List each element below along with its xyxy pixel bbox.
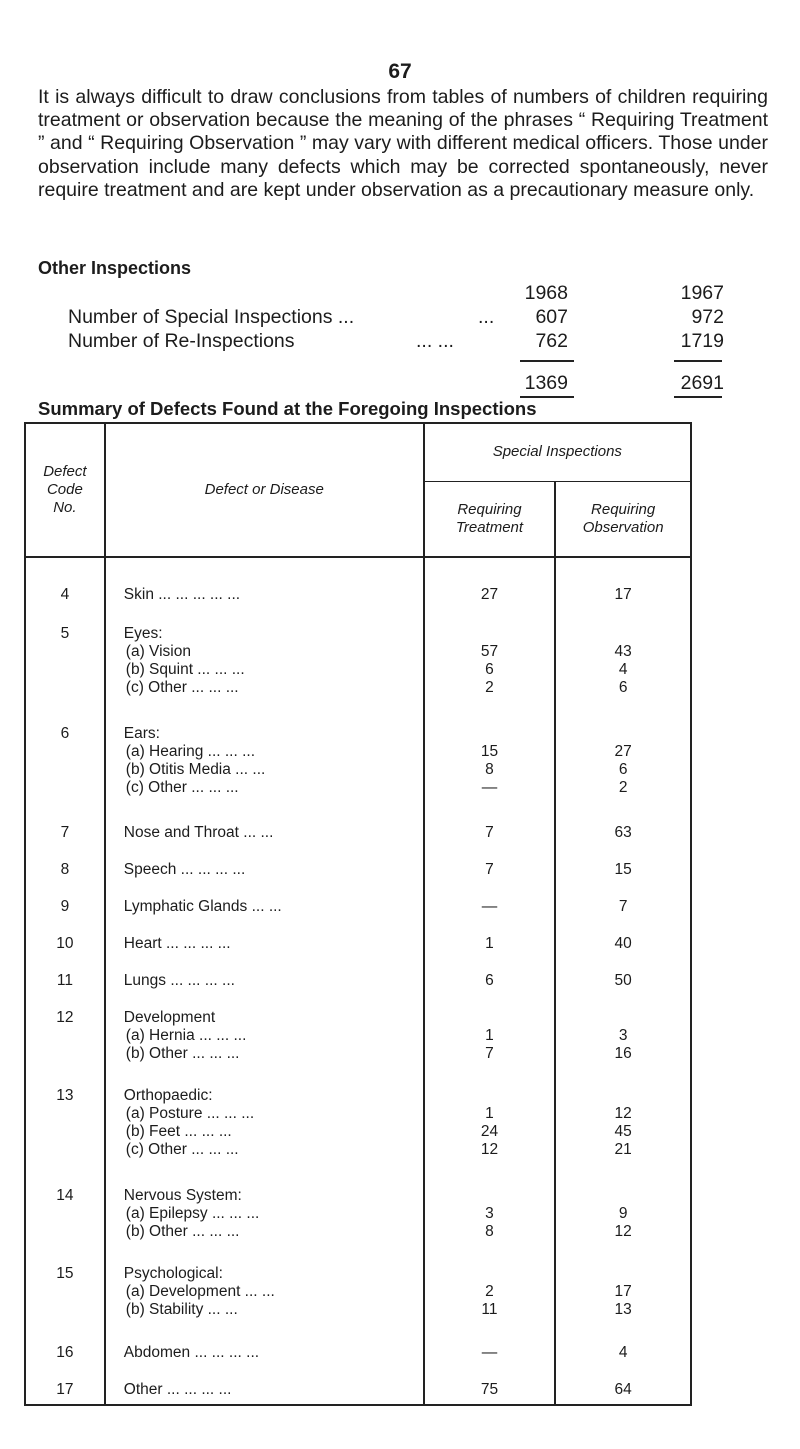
observation-value: 2 <box>618 778 628 796</box>
total-1967: 2691 <box>680 372 724 394</box>
defect-code <box>25 810 105 847</box>
year-1967: 1967 <box>680 282 724 304</box>
defect-code <box>25 1251 105 1330</box>
requiring-treatment-cell <box>424 1251 556 1330</box>
spacer <box>556 625 690 643</box>
defect-title: Psychological: <box>123 1265 223 1283</box>
table-row <box>25 1073 691 1172</box>
defect-name <box>105 995 424 1074</box>
table-row <box>25 611 691 710</box>
requiring-treatment-cell <box>424 611 556 710</box>
spacer <box>425 1087 555 1105</box>
observation-value: 9 <box>618 1204 628 1222</box>
row-dots: ... ... <box>416 330 454 352</box>
defect-title: Lungs ... ... ... ... <box>123 971 235 989</box>
defect-code-value: 15 <box>56 1265 74 1283</box>
spacer <box>556 1265 690 1283</box>
defect-title: Heart ... ... ... ... <box>123 934 231 952</box>
observation-value: 15 <box>614 860 632 878</box>
filler-cell <box>105 1404 424 1405</box>
treatment-value: 7 <box>485 860 494 878</box>
requiring-observation-cell <box>555 611 691 710</box>
spacer <box>556 1187 690 1205</box>
requiring-treatment-cell <box>424 810 556 847</box>
observation-value: 4 <box>618 661 628 679</box>
re-inspections-row <box>68 330 728 354</box>
total-rule-1968 <box>520 360 574 362</box>
observation-value: 13 <box>614 1301 632 1319</box>
defect-code-value: 12 <box>56 1008 74 1026</box>
defect-code-value: 6 <box>60 724 70 742</box>
table-row <box>25 958 691 995</box>
defect-subitem: (a) Epilepsy ... ... ... <box>125 1204 260 1222</box>
defect-name <box>105 958 424 995</box>
page-number: 67 <box>388 60 412 83</box>
defect-code-value: 16 <box>56 1343 74 1361</box>
defect-code <box>25 611 105 710</box>
table-row <box>25 884 691 921</box>
col-treatment-header <box>424 481 556 557</box>
defect-title: Lymphatic Glands ... ... <box>123 897 282 915</box>
defect-name <box>105 810 424 847</box>
table-row <box>25 921 691 958</box>
col-treatment-line: Treatment <box>455 518 524 536</box>
observation-value: 50 <box>614 971 632 989</box>
defect-code <box>25 557 105 611</box>
other-inspections-years <box>68 282 728 306</box>
table-row <box>25 1367 691 1404</box>
requiring-observation-cell <box>555 958 691 995</box>
defect-code-value: 8 <box>60 860 70 878</box>
total-1968: 1369 <box>524 372 568 394</box>
re-inspections-1967: 1719 <box>680 330 724 352</box>
treatment-value: 7 <box>485 1044 494 1062</box>
defect-subitem: (b) Other ... ... ... <box>125 1222 240 1240</box>
defect-code-value: 4 <box>60 586 70 603</box>
requiring-treatment-cell <box>424 847 556 884</box>
requiring-treatment-cell <box>424 1330 556 1367</box>
double-rule-1967 <box>674 396 722 398</box>
defect-code <box>25 884 105 921</box>
table-row <box>25 1251 691 1330</box>
spacer <box>425 1265 555 1283</box>
defect-subitem: (a) Vision <box>125 643 191 661</box>
defect-subitem: (b) Feet ... ... ... <box>125 1123 232 1141</box>
observation-value: 40 <box>614 934 632 952</box>
defect-code <box>25 1367 105 1404</box>
observation-value: 17 <box>614 1283 632 1301</box>
observation-value: 3 <box>618 1026 628 1044</box>
observation-value: 27 <box>614 742 632 760</box>
observation-value: 16 <box>614 1044 632 1062</box>
special-inspections-1968: 607 <box>535 306 568 328</box>
defect-name <box>105 1330 424 1367</box>
col-defect-header: Defect or Disease <box>105 423 424 557</box>
treatment-value: 8 <box>485 760 494 778</box>
table-filler-row <box>25 1404 691 1405</box>
defect-title: Nose and Throat ... ... <box>123 823 274 841</box>
filler-cell <box>555 1404 691 1405</box>
defect-name <box>105 557 424 611</box>
defect-title: Orthopaedic: <box>123 1087 213 1105</box>
table-body <box>25 557 691 1405</box>
requiring-treatment-cell <box>424 884 556 921</box>
treatment-value: — <box>481 778 498 796</box>
defect-subitem: (b) Otitis Media ... ... <box>125 760 266 778</box>
defect-code <box>25 921 105 958</box>
defect-subitem: (a) Development ... ... <box>125 1283 275 1301</box>
defect-title: Speech ... ... ... ... <box>123 860 246 878</box>
treatment-value: 15 <box>480 742 499 760</box>
requiring-observation-cell <box>555 921 691 958</box>
table-row <box>25 810 691 847</box>
requiring-treatment-cell <box>424 1367 556 1404</box>
treatment-value: 75 <box>480 1380 499 1398</box>
requiring-observation-cell <box>555 995 691 1074</box>
treatment-value: 7 <box>485 823 494 841</box>
requiring-observation-cell <box>555 1251 691 1330</box>
treatment-value: 6 <box>485 661 494 679</box>
defect-subitem: (b) Squint ... ... ... <box>125 661 245 679</box>
col-code-line: Code <box>46 481 83 498</box>
treatment-value: — <box>481 1343 498 1361</box>
defect-title: Skin ... ... ... ... ... <box>123 586 241 603</box>
defect-title: Other ... ... ... ... <box>123 1380 232 1398</box>
observation-value: 64 <box>614 1380 632 1398</box>
observation-value: 45 <box>614 1123 632 1141</box>
other-inspections-heading: Other Inspections <box>38 258 192 278</box>
defect-name <box>105 847 424 884</box>
observation-value: 4 <box>618 1343 628 1361</box>
defect-title: Nervous System: <box>123 1186 242 1204</box>
observation-value: 6 <box>618 679 628 697</box>
defect-code <box>25 847 105 884</box>
defect-name <box>105 711 424 810</box>
defect-code <box>25 958 105 995</box>
defect-code <box>25 995 105 1074</box>
table-row <box>25 847 691 884</box>
defect-name <box>105 1073 424 1172</box>
defect-subitem: (c) Other ... ... ... <box>125 1141 239 1159</box>
col-code-header <box>25 423 105 557</box>
defect-code <box>25 1330 105 1367</box>
col-observation-line: Requiring <box>591 500 656 518</box>
requiring-observation-cell <box>555 884 691 921</box>
defect-code <box>25 1073 105 1172</box>
observation-value: 63 <box>614 823 632 841</box>
observation-value: 17 <box>614 586 632 603</box>
re-inspections-1968: 762 <box>535 330 568 352</box>
defect-name <box>105 611 424 710</box>
defect-subitem: (b) Other ... ... ... <box>125 1044 240 1062</box>
requiring-observation-cell <box>555 557 691 611</box>
defect-title: Development <box>123 1008 216 1026</box>
summary-heading: Summary of Defects Found at the Foregoing Inspections <box>38 398 537 419</box>
table-row <box>25 1330 691 1367</box>
col-code-line: Defect <box>43 463 87 480</box>
requiring-observation-cell <box>555 1173 691 1252</box>
defect-subitem: (c) Other ... ... ... <box>125 778 239 796</box>
defect-subitem: (a) Hearing ... ... ... <box>125 742 256 760</box>
special-inspections-row <box>68 306 728 330</box>
defect-subitem: (b) Stability ... ... <box>125 1301 238 1319</box>
re-inspections-label: Number of Re-Inspections <box>68 330 295 352</box>
spacer <box>425 625 555 643</box>
col-treatment-line: Requiring <box>457 500 522 518</box>
defect-code-value: 5 <box>60 625 70 643</box>
requiring-observation-cell <box>555 810 691 847</box>
observation-value: 43 <box>614 643 632 661</box>
spacer <box>556 1087 690 1105</box>
treatment-value: 12 <box>480 1141 499 1159</box>
treatment-value: 1 <box>485 1105 494 1123</box>
treatment-value: 57 <box>480 643 499 661</box>
requiring-observation-cell <box>555 1330 691 1367</box>
spacer <box>425 1009 555 1027</box>
spacer <box>556 1009 690 1027</box>
row-dots: ... <box>478 306 495 328</box>
requiring-treatment-cell <box>424 711 556 810</box>
defect-name <box>105 1251 424 1330</box>
treatment-value: 1 <box>485 934 494 952</box>
treatment-value: 27 <box>480 586 499 603</box>
spacer <box>425 725 555 743</box>
observation-value: 6 <box>618 760 628 778</box>
treatment-value: 2 <box>485 679 494 697</box>
defect-name <box>105 1367 424 1404</box>
spacer <box>425 1187 555 1205</box>
table-row <box>25 711 691 810</box>
requiring-treatment-cell <box>424 995 556 1074</box>
treatment-value: 2 <box>485 1283 494 1301</box>
special-inspections-1967: 972 <box>691 306 724 328</box>
defect-code-value: 14 <box>56 1186 74 1204</box>
requiring-observation-cell <box>555 711 691 810</box>
requiring-treatment-cell <box>424 921 556 958</box>
col-observation-line: Observation <box>582 518 664 536</box>
defect-code-value: 17 <box>56 1380 74 1398</box>
table-row <box>25 1173 691 1252</box>
treatment-value: 3 <box>485 1204 494 1222</box>
treatment-value: 11 <box>481 1301 498 1319</box>
requiring-treatment-cell <box>424 958 556 995</box>
defect-code-value: 13 <box>56 1087 74 1105</box>
treatment-value: 6 <box>485 971 494 989</box>
filler-cell <box>25 1404 105 1405</box>
defect-name <box>105 884 424 921</box>
defect-code-value: 10 <box>56 934 74 952</box>
treatment-value: 1 <box>485 1026 494 1044</box>
defect-code-value: 9 <box>60 897 70 915</box>
total-rule-1967 <box>674 360 722 362</box>
requiring-treatment-cell <box>424 557 556 611</box>
spacer <box>556 725 690 743</box>
treatment-value: — <box>481 897 498 915</box>
defect-subitem: (a) Posture ... ... ... <box>125 1105 255 1123</box>
requiring-observation-cell <box>555 1073 691 1172</box>
table-row <box>25 995 691 1074</box>
treatment-value: 8 <box>485 1222 494 1240</box>
defect-title: Ears: <box>123 724 160 742</box>
defects-table <box>24 422 692 1406</box>
defect-title: Abdomen ... ... ... ... <box>123 1343 260 1361</box>
filler-cell <box>424 1404 556 1405</box>
treatment-value: 24 <box>480 1123 499 1141</box>
table-header <box>25 423 691 557</box>
defect-subitem: (a) Hernia ... ... ... <box>125 1026 247 1044</box>
observation-value: 12 <box>614 1105 632 1123</box>
observation-value: 12 <box>614 1222 632 1240</box>
totals-row <box>68 372 728 396</box>
defect-name <box>105 921 424 958</box>
col-observation-header <box>555 481 691 557</box>
defect-code <box>25 1173 105 1252</box>
defect-title: Eyes: <box>123 625 163 643</box>
col-code-line: No. <box>53 499 77 516</box>
intro-paragraph: It is always difficult to draw conclusions from tables of numbers of children requiring treatment or observation because the meaning of the phrases “ Requiring Treatment ” and “ Requiring Observation ” may vary with different medical officers. Those under observation include many defects which may be corrected spontaneously, never require treatment and are kept under observation as a precautionary measure only. <box>38 86 768 201</box>
requiring-treatment-cell <box>424 1073 556 1172</box>
special-inspections-label: Number of Special Inspections ... <box>68 306 355 328</box>
requiring-observation-cell <box>555 1367 691 1404</box>
table-row <box>25 557 691 611</box>
observation-value: 7 <box>618 897 628 915</box>
defect-name <box>105 1173 424 1252</box>
col-special-header: Special Inspections <box>424 423 691 481</box>
defect-subitem: (c) Other ... ... ... <box>125 679 239 697</box>
defect-code-value: 7 <box>60 823 70 841</box>
year-1968: 1968 <box>524 282 568 304</box>
requiring-treatment-cell <box>424 1173 556 1252</box>
observation-value: 21 <box>614 1141 632 1159</box>
defect-code <box>25 711 105 810</box>
requiring-observation-cell <box>555 847 691 884</box>
defect-code-value: 11 <box>56 971 73 989</box>
